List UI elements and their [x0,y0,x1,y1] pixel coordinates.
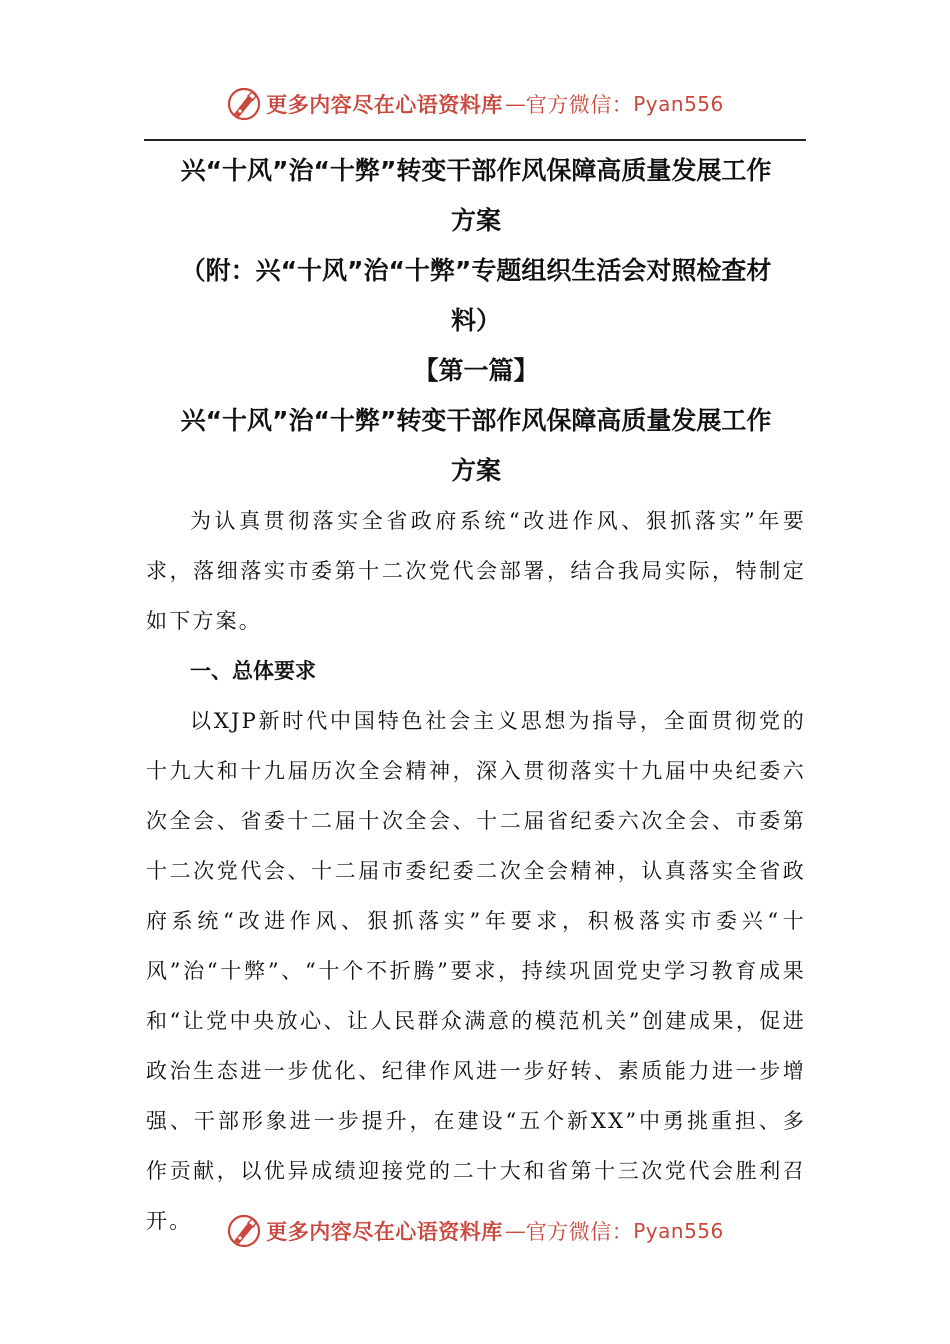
document-subtitle-line1: （附：兴“十风”治“十弊”专题组织生活会对照检查材 [180,256,772,285]
watermark-separator: — [504,92,524,116]
document-title-line1: 兴“十风”治“十弊”转变干部作风保障高质量发展工作 [180,156,772,185]
pen-nib-circle-icon [226,1213,262,1249]
header-watermark [0,84,950,124]
part-title-line1: 兴“十风”治“十弊”转变干部作风保障高质量发展工作 [180,406,772,435]
footer-watermark [0,1211,950,1251]
watermark-official-label: 官方微信： [525,1220,634,1244]
watermark-official-label: 官方微信： [525,93,634,117]
watermark-wechat-id: Pyan556 [633,1219,724,1243]
intro-paragraph: 为认真贯彻落实全省政府系统“改进作风、狠抓落实”年要求，落细落实市委第十二次党代会部署，结合我局实际，特制定如下方案。 [146,509,806,633]
watermark-site-name: 更多内容尽在心语资料库 [266,92,503,117]
document-body [146,146,806,1246]
part-label: 【第一篇】 [413,356,539,385]
section-body-paragraph: 以XJP新时代中国特色社会主义思想为指导，全面贯彻党的十九大和十九届历次全会精神，深入贯彻落实十九届中央纪委六次全会、省委十二届十次全会、十二届省纪委六次全会、市委第十二次党代会、十二届市委纪委二次全会精神，认真落实全省政府系统“改进作风、狠抓落实”年要求，积极落实市委兴“十风”治“十弊”、“十个不折腾”要求，持续巩固党史学习教育成果和“让党中央放心、让人民群众满意的模范机关”创建成果，促进政治生态进一步优化、纪律作风进一步好转、素质能力进一步增强、干部形象进一步提升，在建设“五个新XX”中勇挑重担、多作贡献，以优异成绩迎接党的二十大和省第十三次党代会胜利召开。 [146,709,806,1233]
document-subtitle-line2: 料） [450,306,501,335]
pen-nib-circle-icon [226,86,262,122]
watermark-separator: — [504,1219,524,1243]
part-title-line2: 方案 [450,456,501,485]
header-divider [144,139,806,141]
section-heading: 一、总体要求 [190,659,316,683]
watermark-site-name: 更多内容尽在心语资料库 [266,1219,503,1244]
watermark-wechat-id: Pyan556 [633,92,724,116]
document-title-line2: 方案 [450,206,501,235]
